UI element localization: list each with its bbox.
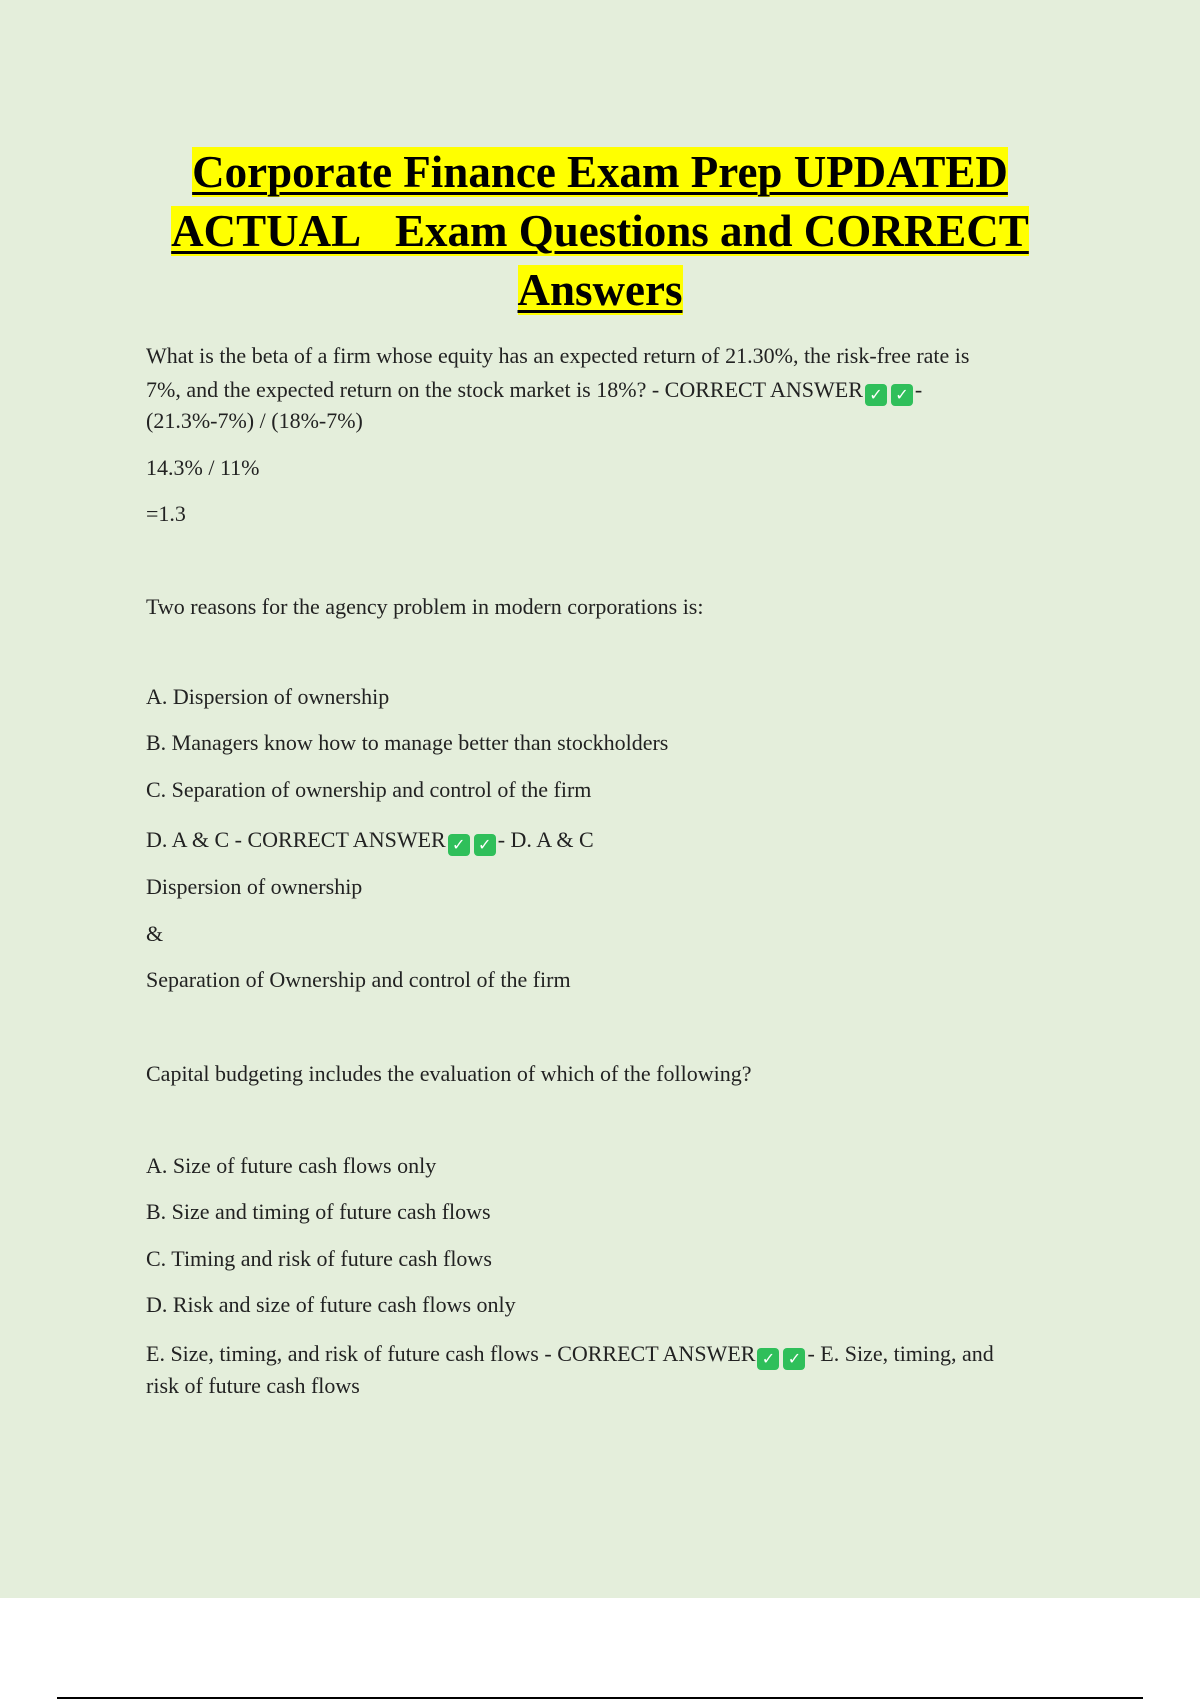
q2-option-d	[146, 824, 594, 856]
check-box-icon: ✓	[783, 1348, 805, 1370]
check-box-icon: ✓	[891, 384, 913, 406]
q1-answer-label: 7%, and the expected return on the stock market is 18%? - CORRECT ANSWER	[146, 377, 863, 402]
title-line-2: ACTUAL Exam Questions and CORRECT	[171, 206, 1029, 256]
check-box-icon: ✓	[757, 1348, 779, 1370]
q2-answer-line-2: &	[146, 921, 164, 946]
check-box-icon: ✓	[448, 834, 470, 856]
q3-option-a: A. Size of future cash flows only	[146, 1153, 437, 1178]
title-line-1: Corporate Finance Exam Prep UPDATED	[192, 147, 1008, 197]
check-box-icon: ✓	[865, 384, 887, 406]
q2-answer-value: - D. A & C	[497, 827, 594, 852]
q1-text-line-1: What is the beta of a firm whose equity has an expected return of 21.30%, the risk-free rate is	[146, 343, 970, 368]
title-line-3: Answers	[517, 265, 683, 315]
q2-answer-line-1: Dispersion of ownership	[146, 874, 363, 899]
q3-answer-line-2: risk of future cash flows	[146, 1373, 360, 1398]
q1-answer-dash: -	[914, 377, 923, 402]
q3-option-c: C. Timing and risk of future cash flows	[146, 1246, 492, 1271]
q2-option-c: C. Separation of ownership and control of the firm	[146, 777, 592, 802]
q2-question: Two reasons for the agency problem in modern corporations is:	[146, 594, 704, 619]
q2-answer-line-3: Separation of Ownership and control of the firm	[146, 967, 571, 992]
q3-answer-label: E. Size, timing, and risk of future cash flows - CORRECT ANSWER	[146, 1341, 756, 1366]
q3-question: Capital budgeting includes the evaluation of which of the following?	[146, 1061, 752, 1086]
q1-answer-formula: (21.3%-7%) / (18%-7%)	[146, 408, 363, 433]
q1-answer-result: =1.3	[146, 501, 186, 526]
q2-answer-label: D. A & C - CORRECT ANSWER	[146, 827, 446, 852]
q2-option-a: A. Dispersion of ownership	[146, 684, 390, 709]
q3-option-b: B. Size and timing of future cash flows	[146, 1199, 491, 1224]
check-box-icon: ✓	[474, 834, 496, 856]
q1-answer-step: 14.3% / 11%	[146, 455, 260, 480]
q2-option-b: B. Managers know how to manage better than stockholders	[146, 730, 669, 755]
q3-answer-value: - E. Size, timing, and	[807, 1341, 994, 1366]
document-title	[100, 143, 1100, 320]
footer-divider	[57, 1697, 1143, 1699]
q3-option-d: D. Risk and size of future cash flows only	[146, 1292, 516, 1317]
q3-option-e	[146, 1338, 994, 1370]
q1-text-line-2	[146, 374, 922, 406]
